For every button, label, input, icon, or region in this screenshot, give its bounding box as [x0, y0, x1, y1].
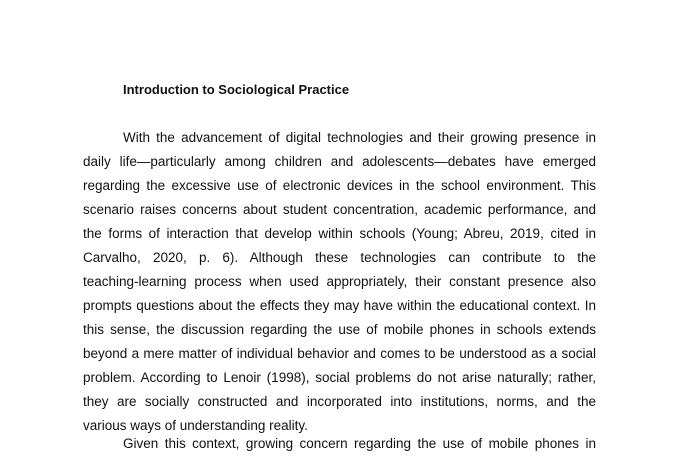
paragraph-line: beyond a mere matter of individual behavior and comes to be understood as a social	[83, 346, 596, 361]
paragraph-line: With the advancement of digital technologies and their growing presence in	[123, 130, 596, 145]
paragraph-line: this sense, the discussion regarding the use of mobile phones in schools extends	[83, 322, 596, 337]
paragraph-line: problem. According to Lenoir (1998), social problems do not arise naturally; rather,	[83, 370, 596, 385]
paragraph-line: Given this context, growing concern regarding the use of mobile phones in	[123, 436, 596, 451]
paragraph-line: they are socially constructed and incorporated into institutions, norms, and the	[83, 394, 596, 409]
body-paragraph	[83, 126, 596, 438]
body-paragraph	[83, 432, 596, 456]
paragraph-line: various ways of understanding reality.	[83, 418, 308, 433]
paragraph-line: prompts questions about the effects they may have within the educational context. In	[83, 298, 596, 313]
paragraph-line: scenario raises concerns about student concentration, academic performance, and	[83, 202, 596, 217]
paragraph-line: the forms of interaction that develop within schools (Young; Abreu, 2019, cited in	[83, 226, 596, 241]
paragraph-line: Carvalho, 2020, p. 6). Although these technologies can contribute to the	[83, 250, 596, 265]
paragraph-line: regarding the excessive use of electronic devices in the school environment. This	[83, 178, 596, 193]
section-heading: Introduction to Sociological Practice	[123, 82, 350, 97]
paragraph-line: daily life—particularly among children and adolescents—debates have emerged	[83, 154, 596, 169]
paragraph-line: teaching-learning process when used appropriately, their constant presence also	[83, 274, 596, 289]
